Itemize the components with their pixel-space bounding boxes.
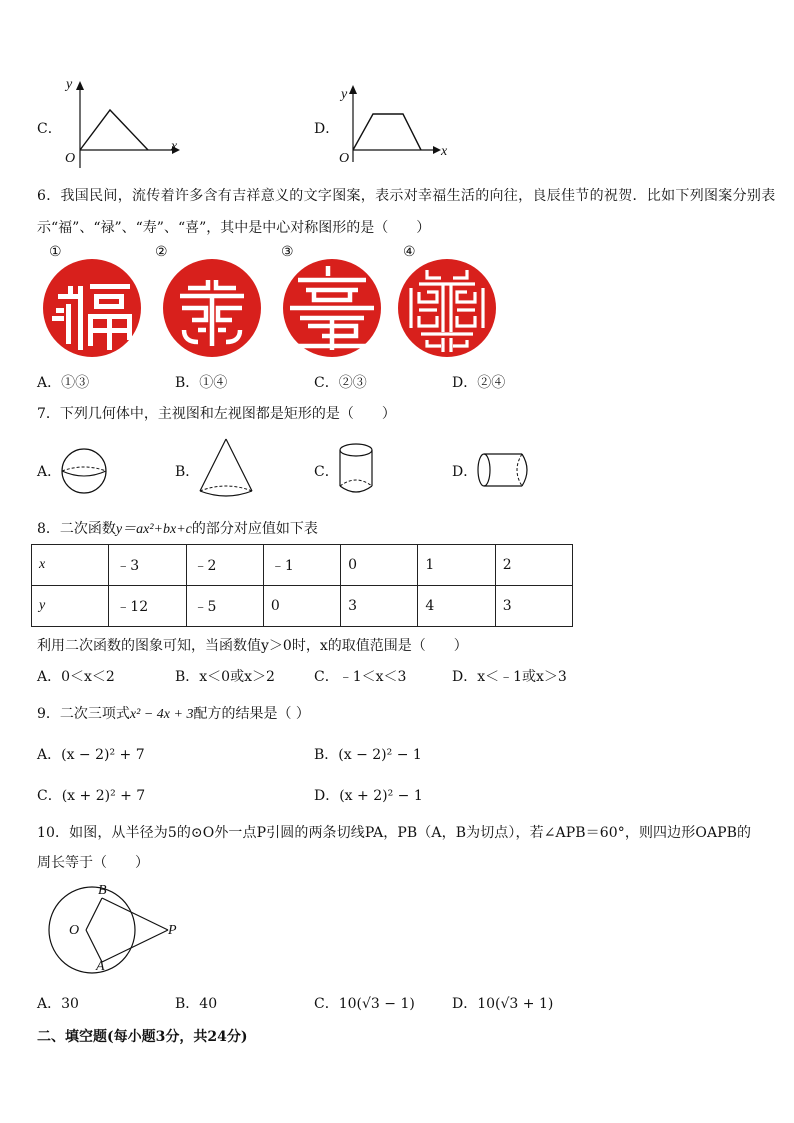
q6-seal-xi	[397, 258, 497, 358]
q5-c-axis-x: x	[171, 139, 178, 154]
q10-label-b: B	[98, 883, 107, 898]
q8-question: 利用二次函数的图象可知，当函数值y＞0时，x的取值范围是（ ）	[37, 638, 468, 654]
table-cell: ﹣2	[186, 545, 263, 586]
q6-stem-line1: 6．我国民间，流传着许多含有吉祥意义的文字图案，表示对幸福生活的向往，良辰佳节的祝贺．比如下列图案分别表	[37, 188, 776, 204]
table-cell: ﹣3	[109, 545, 186, 586]
q6-option-d[interactable]: D．②④	[452, 375, 506, 391]
table-cell: ﹣5	[186, 586, 263, 627]
q5-d-axis-y: y	[341, 87, 348, 102]
table-cell: 3	[341, 586, 418, 627]
q7-sphere	[60, 447, 110, 497]
q5-c-origin: O	[65, 151, 76, 166]
q9-stem-post: 配方的结果是（ ）	[193, 706, 310, 722]
q6-seal-fu	[42, 258, 142, 358]
q7-cylinder-lying	[476, 452, 536, 490]
q8-option-c[interactable]: C．﹣1＜x＜3	[314, 669, 407, 685]
q9-stem-pre: 9．二次三项式	[37, 706, 130, 722]
q6-option-b[interactable]: B．①④	[175, 375, 228, 391]
q5-option-c-label[interactable]: C．	[37, 121, 62, 137]
table-cell: 4	[418, 586, 495, 627]
q5-d-axis-x: x	[441, 144, 448, 159]
q7-option-b[interactable]: B．	[175, 464, 200, 480]
q6-label-1: ①	[49, 244, 62, 260]
q10-option-b[interactable]: B．40	[175, 996, 218, 1012]
q10-option-d[interactable]: D．10(√3 + 1)	[452, 996, 554, 1012]
table-cell: 1	[418, 545, 495, 586]
q6-label-3: ③	[281, 244, 294, 260]
q7-cylinder-upright	[338, 442, 378, 498]
q7-stem: 7．下列几何体中，主视图和左视图都是矩形的是（ ）	[37, 406, 396, 422]
q7-option-c[interactable]: C．	[314, 464, 339, 480]
q8-stem-pre: 8．二次函数	[37, 521, 116, 537]
table-row	[32, 545, 573, 586]
table-cell: ﹣1	[263, 545, 340, 586]
table-cell: y	[32, 586, 109, 627]
q7-option-a[interactable]: A．	[37, 464, 62, 480]
q10-stem-line1: 10．如图，从半径为5的⊙O外一点P引圆的两条切线PA，PB（A，B为切点），若∠APB＝60°，则四边形OAPB的	[37, 825, 752, 841]
q9-stem	[37, 705, 310, 724]
q6-seal-shou	[282, 258, 382, 358]
q9-option-c[interactable]: C．(x + 2)² + 7	[37, 788, 146, 804]
q5-d-origin: O	[339, 151, 350, 166]
q5-option-d-label[interactable]: D．	[314, 121, 340, 137]
q10-tangent-figure	[38, 884, 188, 974]
q8-option-b[interactable]: B．x＜0或x＞2	[175, 669, 275, 685]
table-cell: x	[32, 545, 109, 586]
q8-option-a[interactable]: A．0＜x＜2	[37, 669, 115, 685]
table-cell: 2	[495, 545, 572, 586]
q6-label-4: ④	[403, 244, 416, 260]
table-cell: 0	[341, 545, 418, 586]
q9-option-d[interactable]: D．(x + 2)² − 1	[314, 788, 423, 804]
q6-option-c[interactable]: C．②③	[314, 375, 367, 391]
q10-label-a: A	[96, 959, 105, 974]
q9-option-b[interactable]: B．(x − 2)² − 1	[314, 747, 422, 763]
q6-option-a[interactable]: A．①③	[37, 375, 90, 391]
q9-option-a[interactable]: A．(x − 2)² + 7	[37, 747, 145, 763]
q6-stem-line2: 示“福”、“禄”、“寿”、“喜”，其中是中心对称图形的是（ ）	[37, 220, 431, 236]
q9-stem-expr: x² − 4x + 3	[129, 707, 194, 722]
table-cell: ﹣12	[109, 586, 186, 627]
q10-label-o: O	[69, 923, 80, 938]
table-cell: 0	[263, 586, 340, 627]
q8-stem-post: 的部分对应值如下表	[191, 521, 318, 537]
q7-option-d[interactable]: D．	[452, 464, 478, 480]
q8-option-d[interactable]: D．x＜﹣1或x＞3	[452, 669, 567, 685]
section-2-title: 二、填空题(每小题3分，共24分)	[37, 1029, 248, 1045]
q5-c-axis-y: y	[66, 77, 73, 92]
table-cell: 3	[495, 586, 572, 627]
q10-label-p: P	[168, 923, 177, 938]
q10-stem-line2: 周长等于（ ）	[37, 855, 149, 871]
q6-seal-lu	[162, 258, 262, 358]
q5-option-d-graph	[333, 84, 453, 164]
q7-cone	[198, 437, 258, 503]
q8-stem	[37, 520, 318, 539]
q8-value-table	[31, 544, 573, 627]
q10-option-c[interactable]: C．10(√3 − 1)	[314, 996, 415, 1012]
q8-stem-formula: y＝ax²+bx+c	[115, 522, 192, 537]
q10-option-a[interactable]: A．30	[37, 996, 79, 1012]
table-row	[32, 586, 573, 627]
q6-label-2: ②	[155, 244, 168, 260]
